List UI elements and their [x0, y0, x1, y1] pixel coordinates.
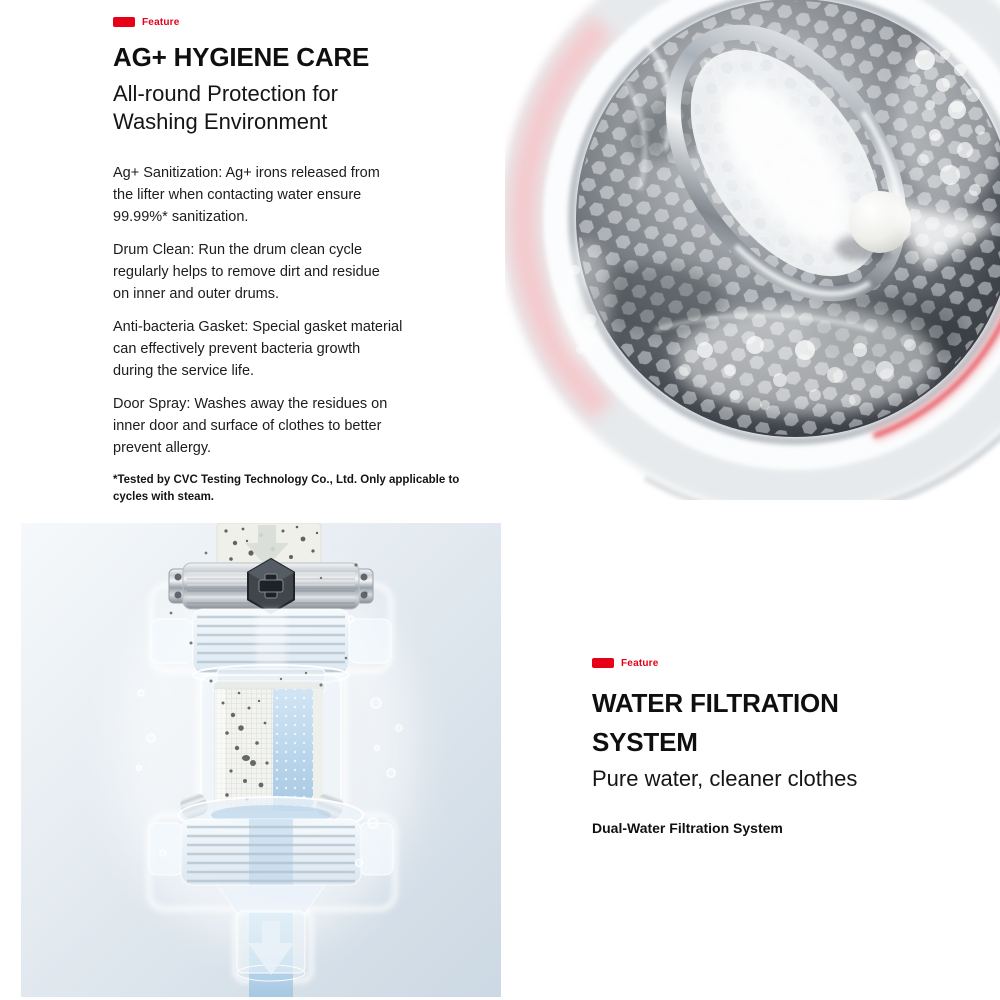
- paragraph-line: Ag+ Sanitization: Ag+ irons released from: [113, 165, 380, 181]
- paragraph-line: the lifter when contacting water ensure: [113, 187, 362, 203]
- paragraph-line: during the service life.: [113, 363, 255, 379]
- feature-paragraph: [113, 316, 473, 382]
- footnote-line: cycles with steam.: [113, 491, 214, 503]
- paragraph-line: Anti-bacteria Gasket: Special gasket material: [113, 319, 403, 335]
- feature-badge-bar-icon: [592, 658, 614, 668]
- filtration-title-line: WATER FILTRATION: [592, 688, 839, 718]
- water-froth-right: [895, 30, 1000, 210]
- filtration-subtitle: Pure water, cleaner clothes: [592, 766, 858, 791]
- filtration-title: [592, 684, 972, 762]
- feature-paragraph: [113, 393, 473, 459]
- drum-photo-art: [505, 0, 1000, 500]
- metal-band: [169, 559, 373, 613]
- feature-paragraph: [113, 239, 473, 305]
- paragraph-line: can effectively prevent bacteria growth: [113, 341, 361, 357]
- filtration-title-line: SYSTEM: [592, 727, 698, 757]
- paragraph-line: regularly helps to remove dirt and residue: [113, 264, 380, 280]
- footnote-line: *Tested by CVC Testing Technology Co., Ltd. Only applicable to: [113, 474, 460, 486]
- paragraph-line: inner door and surface of clothes to better: [113, 418, 382, 434]
- water-splash-left: [560, 240, 610, 360]
- paragraph-line: prevent allergy.: [113, 440, 212, 456]
- drum-photo: [505, 0, 1000, 500]
- hygiene-subtitle: [113, 80, 473, 136]
- filtration-caption: Dual-Water Filtration System: [592, 820, 783, 836]
- feature-badge: [113, 16, 473, 28]
- paragraph-line: Door Spray: Washes away the residues on: [113, 396, 388, 412]
- filter-photo-art: [21, 523, 501, 997]
- feature-paragraph: [113, 162, 473, 228]
- feature-badge-bar-icon: [113, 17, 135, 27]
- paragraph-line: 99.99%* sanitization.: [113, 209, 249, 225]
- filter-chamber: [178, 675, 363, 833]
- paragraph-line: Drum Clean: Run the drum clean cycle: [113, 242, 363, 258]
- hygiene-subtitle-line: All-round Protection for: [113, 81, 338, 106]
- feature-badge-label: Feature: [621, 657, 659, 669]
- hygiene-title: AG+ HYGIENE CARE: [113, 42, 370, 72]
- hygiene-feature-section: [113, 16, 473, 506]
- filtration-feature-section: [592, 657, 972, 838]
- hygiene-paragraphs: [113, 162, 473, 459]
- feature-badge: [592, 657, 972, 669]
- feature-badge-label: Feature: [142, 16, 180, 28]
- filter-photo: [21, 523, 501, 997]
- paragraph-line: on inner and outer drums.: [113, 286, 280, 302]
- hygiene-subtitle-line: Washing Environment: [113, 109, 328, 134]
- hygiene-footnote: [113, 472, 473, 506]
